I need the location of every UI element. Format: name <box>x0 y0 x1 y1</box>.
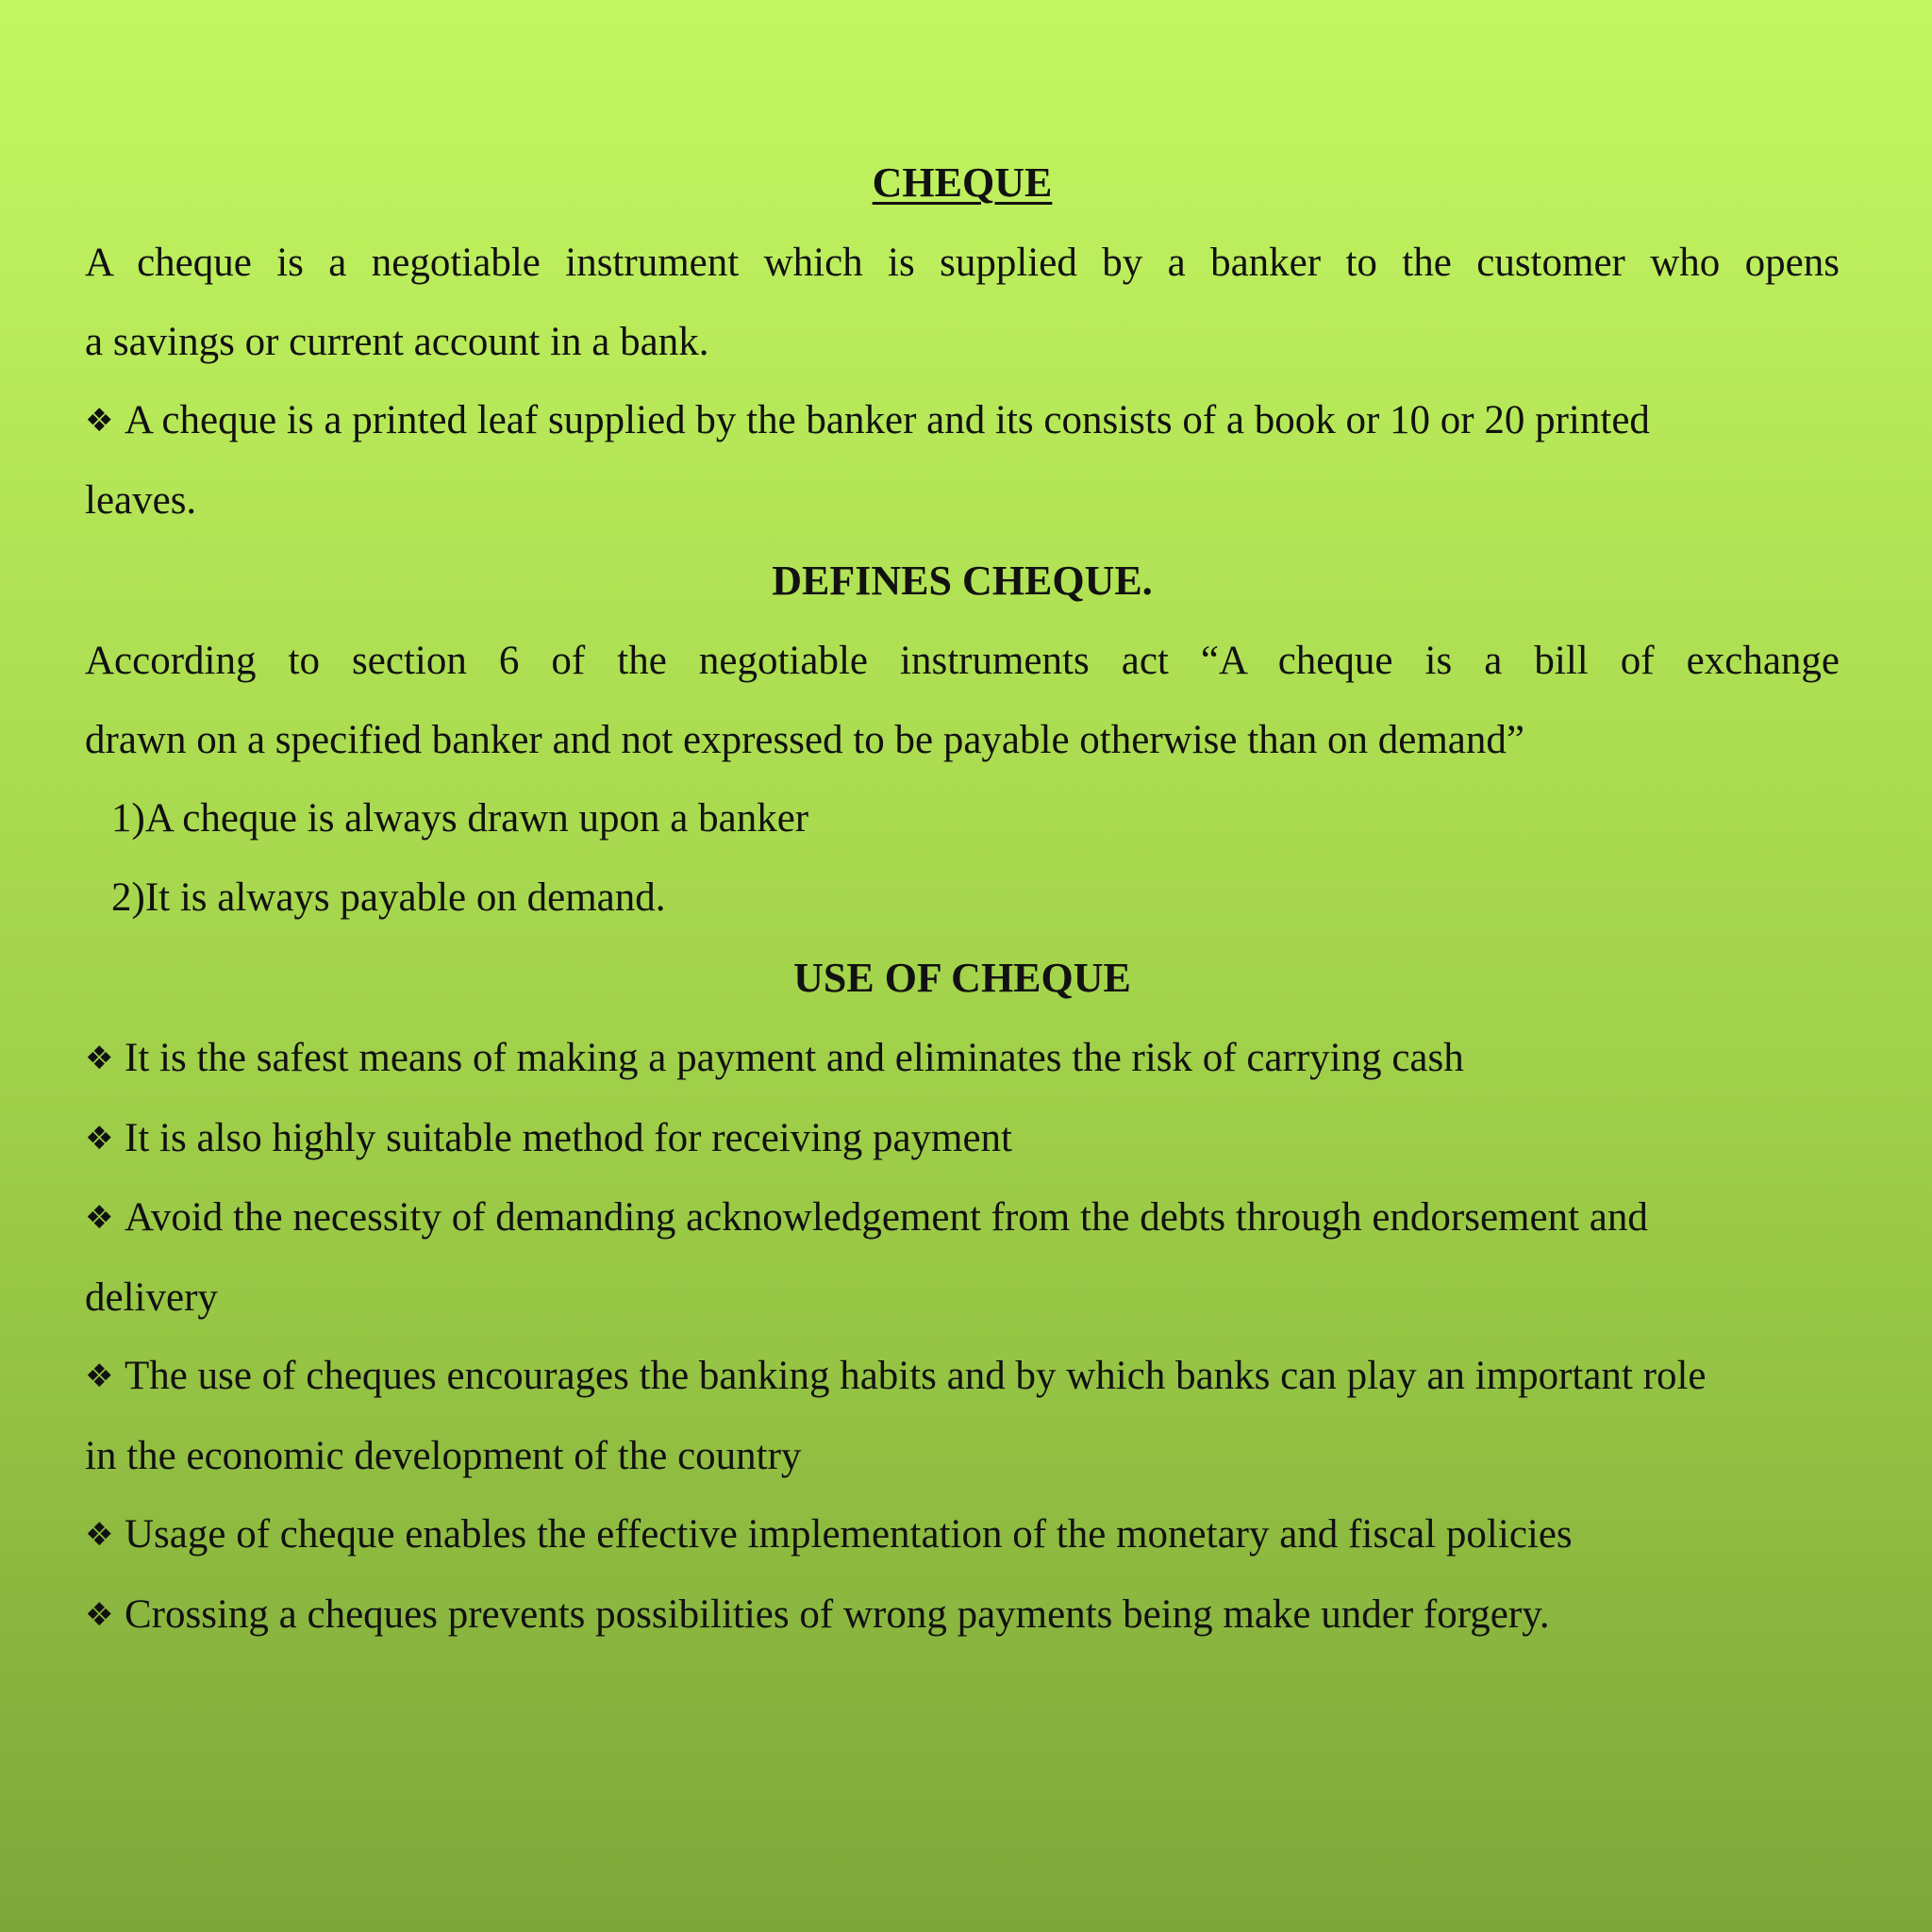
definition-line-2: drawn on a specified banker and not expressed to be payable otherwise than on demand” <box>85 717 1524 762</box>
use-item-3-continuation: delivery <box>85 1274 218 1320</box>
diamond-bullet-icon: ❖ <box>85 1040 114 1077</box>
feature-item-2: 2)It is always payable on demand. <box>111 874 666 920</box>
bullet-point-printed-leaf <box>85 381 1840 461</box>
bullet-text: A cheque is a printed leaf supplied by the banker and its consists of a book or 10 or 20 printed <box>125 398 1650 442</box>
diamond-bullet-icon: ❖ <box>85 402 114 440</box>
intro-line-1: A cheque is a negotiable instrument which is supplied by a banker to the customer who opens <box>85 241 1840 285</box>
definition-heading: DEFINES CHEQUE. <box>772 558 1153 604</box>
diamond-bullet-icon: ❖ <box>85 1199 114 1237</box>
definition-line-1: According to section 6 of the negotiable instruments act “A cheque is a bill of exchange <box>85 639 1840 683</box>
diamond-bullet-icon: ❖ <box>85 1516 114 1554</box>
use-item-2 <box>85 1099 1840 1179</box>
title-text: CHEQUE <box>872 159 1053 206</box>
use-item-6 <box>85 1575 1840 1656</box>
slide-content <box>85 142 1840 1655</box>
use-item-3 <box>85 1178 1840 1258</box>
use-item-4 <box>85 1337 1840 1417</box>
uses-heading: USE OF CHEQUE <box>793 955 1131 1001</box>
diamond-bullet-icon: ❖ <box>85 1119 114 1158</box>
use-item-text: It is also highly suitable method for receiving payment <box>125 1115 1013 1160</box>
use-item-text: Avoid the necessity of demanding acknowledgement from the debts through endorsement and <box>125 1195 1648 1240</box>
use-item-5 <box>85 1495 1840 1575</box>
slide-title <box>85 142 1840 224</box>
feature-item-1: 1)A cheque is always drawn upon a banker <box>111 796 809 841</box>
use-item-1 <box>85 1019 1840 1099</box>
intro-line-2: a savings or current account in a bank. <box>85 319 709 364</box>
use-item-text: The use of cheques encourages the banking habits and by which banks can play an important role <box>125 1354 1707 1398</box>
use-item-text: Crossing a cheques prevents possibilities of wrong payments being make under forgery. <box>125 1591 1550 1637</box>
diamond-bullet-icon: ❖ <box>85 1357 114 1395</box>
use-item-text: It is the safest means of making a payment and eliminates the risk of carrying cash <box>125 1036 1464 1080</box>
use-item-4-continuation: in the economic development of the country <box>85 1433 802 1478</box>
use-item-text: Usage of cheque enables the effective implementation of the monetary and fiscal policies <box>125 1512 1573 1557</box>
diamond-bullet-icon: ❖ <box>85 1595 114 1634</box>
bullet-point-continuation: leaves. <box>85 477 197 523</box>
